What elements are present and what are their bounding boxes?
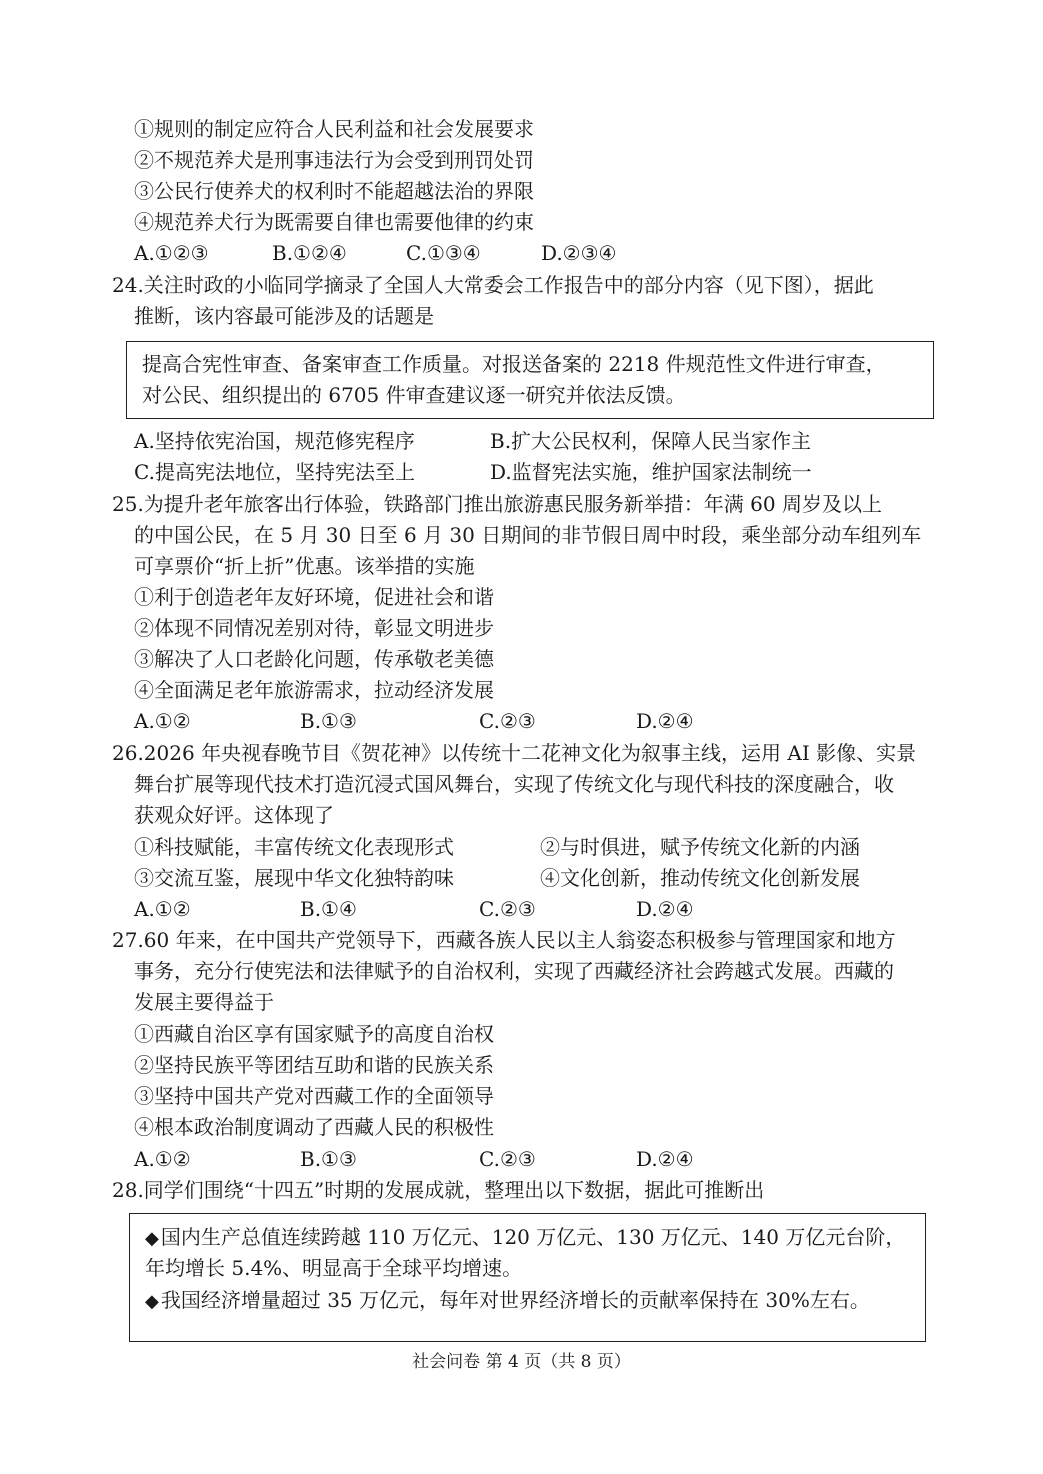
q25-stem-line-2: 的中国公民，在 5 月 30 日至 6 月 30 日期间的非节假日周中时段，乘坐部分动车组列车 xyxy=(134,523,922,547)
q26-stem-line-1: 26.2026 年央视春晚节目《贺花神》以传统十二花神文化为叙事主线，运用 AI 影像、实景 xyxy=(112,741,917,765)
q26-stem-line-2: 舞台扩展等现代技术打造沉浸式国风舞台，实现了传统文化与现代科技的深度融合，收 xyxy=(134,772,894,796)
q23-option-a: A.①②③ xyxy=(134,241,209,265)
q25-item-3: ③解决了人口老龄化问题，传承敬老美德 xyxy=(134,647,494,671)
q26-option-a: A.①② xyxy=(134,897,191,921)
q25-item-4: ④全面满足老年旅游需求，拉动经济发展 xyxy=(134,678,494,702)
q24-option-b: B.扩大公民权利，保障人民当家作主 xyxy=(490,429,812,453)
q25-item-2: ②体现不同情况差别对待，彰显文明进步 xyxy=(134,616,494,640)
q24-quote-box xyxy=(126,341,934,419)
q27-item-3: ③坚持中国共产党对西藏工作的全面领导 xyxy=(134,1084,494,1108)
q24-option-a: A.坚持依宪治国，规范修宪程序 xyxy=(134,429,415,453)
q23-option-d: D.②③④ xyxy=(541,241,617,265)
q27-item-4: ④根本政治制度调动了西藏人民的积极性 xyxy=(134,1115,494,1139)
q25-option-c: C.②③ xyxy=(479,709,536,733)
q24-stem-line-2: 推断，该内容最可能涉及的话题是 xyxy=(134,304,434,328)
q23-item-2: ②不规范养犬是刑事违法行为会受到刑罚处罚 xyxy=(134,148,534,172)
q24-stem-line-1: 24.关注时政的小临同学摘录了全国人大常委会工作报告中的部分内容（见下图），据此 xyxy=(112,273,874,297)
q25-stem-line-1: 25.为提升老年旅客出行体验，铁路部门推出旅游惠民服务新举措：年满 60 周岁及以上 xyxy=(112,492,882,516)
q23-item-4: ④规范养犬行为既需要自律也需要他律的约束 xyxy=(134,210,534,234)
q28-box-text-3: 我国经济增量超过 35 万亿元，每年对世界经济增长的贡献率保持在 30%左右。 xyxy=(160,1288,870,1312)
q26-option-b: B.①④ xyxy=(300,897,357,921)
q27-item-2: ②坚持民族平等团结互助和谐的民族关系 xyxy=(134,1053,494,1077)
q25-option-a: A.①② xyxy=(134,709,191,733)
q23-item-3: ③公民行使养犬的权利时不能超越法治的界限 xyxy=(134,179,534,203)
q27-option-a: A.①② xyxy=(134,1147,191,1171)
q27-stem-line-2: 事务，充分行使宪法和法律赋予的自治权利，实现了西藏经济社会跨越式发展。西藏的 xyxy=(134,959,894,983)
q25-option-d: D.②④ xyxy=(636,709,694,733)
q26-stem-line-3: 获观众好评。这体现了 xyxy=(134,803,334,827)
q28-box-line-2: 年均增长 5.4%、明显高于全球平均增速。 xyxy=(145,1256,523,1280)
q28-box-line-3 xyxy=(145,1286,870,1316)
q23-item-1: ①规则的制定应符合人民利益和社会发展要求 xyxy=(134,117,534,141)
q24-box-line-2: 对公民、组织提出的 6705 件审查建议逐一研究并依法反馈。 xyxy=(142,383,686,407)
q26-item-1: ①科技赋能，丰富传统文化表现形式 xyxy=(134,835,454,859)
q28-stem: 28.同学们围绕“十四五”时期的发展成就，整理出以下数据，据此可推断出 xyxy=(112,1178,765,1202)
q27-option-b: B.①③ xyxy=(300,1147,357,1171)
q24-option-c: C.提高宪法地位，坚持宪法至上 xyxy=(134,460,415,484)
q26-item-4: ④文化创新，推动传统文化创新发展 xyxy=(540,866,860,890)
q26-item-3: ③交流互鉴，展现中华文化独特韵味 xyxy=(134,866,454,890)
q28-box-line-1 xyxy=(145,1223,905,1253)
q27-option-d: D.②④ xyxy=(636,1147,694,1171)
q28-box-text-1: 国内生产总值连续跨越 110 万亿元、120 万亿元、130 万亿元、140 万亿元台阶， xyxy=(160,1225,906,1249)
q27-item-1: ①西藏自治区享有国家赋予的高度自治权 xyxy=(134,1022,494,1046)
page-footer: 社会问卷 第 4 页（共 8 页） xyxy=(412,1352,631,1372)
q25-stem-line-3: 可享票价“折上折”优惠。该举措的实施 xyxy=(134,554,475,578)
q27-stem-line-3: 发展主要得益于 xyxy=(134,990,274,1014)
q23-option-b: B.①②④ xyxy=(272,241,347,265)
q27-stem-line-1: 27.60 年来，在中国共产党领导下，西藏各族人民以主人翁姿态积极参与管理国家和地方 xyxy=(112,928,896,952)
diamond-bullet-icon: ◆ xyxy=(145,1291,159,1312)
q23-option-c: C.①③④ xyxy=(406,241,481,265)
q26-option-c: C.②③ xyxy=(479,897,536,921)
q24-box-line-1: 提高合宪性审查、备案审查工作质量。对报送备案的 2218 件规范性文件进行审查， xyxy=(142,352,886,376)
q24-option-d: D.监督宪法实施，维护国家法制统一 xyxy=(490,460,812,484)
q26-option-d: D.②④ xyxy=(636,897,694,921)
q28-data-box xyxy=(129,1213,926,1342)
diamond-bullet-icon: ◆ xyxy=(145,1228,159,1249)
q25-option-b: B.①③ xyxy=(300,709,357,733)
q25-item-1: ①利于创造老年友好环境，促进社会和谐 xyxy=(134,585,494,609)
q27-option-c: C.②③ xyxy=(479,1147,536,1171)
q26-item-2: ②与时俱进，赋予传统文化新的内涵 xyxy=(540,835,860,859)
